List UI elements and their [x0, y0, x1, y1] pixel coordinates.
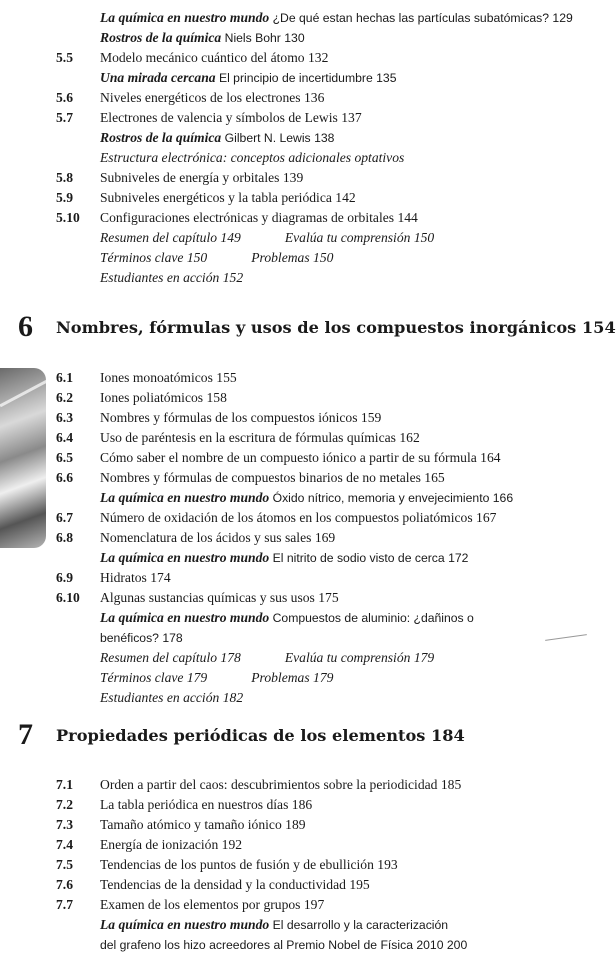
- entry-text: [100, 8, 573, 28]
- review-item: Resumen del capítulo 178: [100, 650, 241, 665]
- section-title: Energía de ionización: [100, 837, 222, 852]
- page-number: 162: [399, 430, 420, 445]
- entry-text: [100, 875, 370, 895]
- section-title: Niveles energéticos de los electrones: [100, 90, 304, 105]
- toc-entry: [0, 835, 600, 855]
- toc-entry: [0, 268, 600, 288]
- entry-text: [100, 88, 324, 108]
- page-number: 164: [480, 450, 501, 465]
- section-number: 5.6: [56, 90, 73, 105]
- toc-entry: [0, 128, 600, 148]
- toc-entry: [0, 168, 600, 188]
- entry-text: [100, 688, 243, 708]
- section-title: Nombres y fórmulas de compuestos binarios de no metales: [100, 470, 425, 485]
- toc-entry: [0, 875, 600, 895]
- page-number: 167: [476, 510, 497, 525]
- feature-label: Una mirada cercana: [100, 70, 216, 85]
- toc-entry: [0, 628, 600, 648]
- entry-text: [100, 815, 306, 835]
- chapter-title: [56, 724, 465, 748]
- toc-entry: [0, 775, 600, 795]
- toc-entry: [0, 508, 600, 528]
- page-number: 186: [291, 797, 313, 812]
- entry-text: [100, 168, 303, 188]
- section-title: Modelo mecánico cuántico del átomo: [100, 50, 308, 65]
- toc-entry: [0, 68, 600, 88]
- toc-entry: [0, 88, 600, 108]
- page-number: 200: [446, 938, 468, 952]
- toc-entry: [0, 448, 600, 468]
- section-number: 5.9: [56, 190, 73, 205]
- feature-label: La química en nuestro mundo: [100, 550, 270, 565]
- entry-text: [100, 208, 418, 228]
- entry-text: [100, 935, 467, 955]
- chapter-title-text: Propiedades periódicas de los elementos: [56, 726, 432, 745]
- review-item: Términos clave 150: [100, 250, 208, 265]
- toc-entry: [0, 915, 600, 935]
- feature-title: del grafeno los hizo acreedores al Premio Nobel de Física 2010: [100, 938, 444, 952]
- chapter-title: [56, 316, 616, 340]
- toc-entry: [0, 648, 600, 668]
- feature-title: Óxido nítrico, memoria y envejecimiento: [272, 491, 490, 505]
- review-item: Evalúa tu comprensión 179: [284, 650, 435, 665]
- toc-entry: [0, 488, 600, 508]
- feature-title: Niels Bohr: [224, 31, 281, 45]
- toc-entry: [0, 408, 600, 428]
- entry-text: [100, 508, 496, 528]
- section-title: Estudiantes en acción: [100, 690, 220, 705]
- feature-label: Rostros de la química: [100, 130, 222, 145]
- feature-label: La química en nuestro mundo: [100, 490, 270, 505]
- entry-text: [100, 608, 474, 628]
- feature-label: La química en nuestro mundo: [100, 10, 270, 25]
- page-number: 152: [222, 270, 244, 285]
- section-number: 7.3: [56, 817, 73, 832]
- review-item: Evalúa tu comprensión 150: [284, 230, 435, 245]
- page-number: 195: [349, 877, 370, 892]
- section-number: 6.2: [56, 390, 73, 405]
- toc-entry: [0, 368, 600, 388]
- toc-entry: [0, 608, 600, 628]
- section-number: 6.5: [56, 450, 73, 465]
- feature-title: El desarrollo y la caracterización: [272, 918, 449, 932]
- page-number: 130: [284, 31, 305, 45]
- feature-label: La química en nuestro mundo: [100, 610, 270, 625]
- entry-text: [100, 448, 501, 468]
- toc-entry: [0, 815, 600, 835]
- toc-entry: [0, 668, 600, 688]
- toc-entry: [0, 468, 600, 488]
- page-number: 197: [303, 897, 325, 912]
- page-number: 135: [376, 71, 397, 85]
- section-title: Nombres y fórmulas de los compuestos iónicos: [100, 410, 361, 425]
- page-number: 139: [282, 170, 304, 185]
- toc-entry: [0, 188, 600, 208]
- page-number: 185: [440, 777, 462, 792]
- review-item: Problemas 150: [251, 250, 334, 265]
- section-number: 6.7: [56, 510, 73, 525]
- entry-text: [100, 648, 434, 668]
- page-number: 182: [222, 690, 244, 705]
- page-number: 184: [431, 726, 465, 745]
- entry-text: [100, 795, 312, 815]
- section-title: Estudiantes en acción: [100, 270, 220, 285]
- section-title: La tabla periódica en nuestros días: [100, 797, 292, 812]
- feature-title: Gilbert N. Lewis: [224, 131, 311, 145]
- entry-text: [100, 568, 171, 588]
- page-number: 158: [206, 390, 227, 405]
- section-number: 6.6: [56, 470, 73, 485]
- page-number: 137: [341, 110, 362, 125]
- page-number: 193: [377, 857, 398, 872]
- feature-title: ¿De qué estan hechas las partículas subatómicas?: [272, 11, 550, 25]
- entry-text: [100, 548, 468, 568]
- entry-text: [100, 488, 513, 508]
- page-number: 189: [285, 817, 306, 832]
- section-number: 7.1: [56, 777, 73, 792]
- toc-entry: [0, 548, 600, 568]
- section-title: Examen de los elementos por grupos: [100, 897, 304, 912]
- entry-text: [100, 128, 334, 148]
- page-number: 178: [162, 631, 183, 645]
- section-title: Subniveles de energía y orbitales: [100, 170, 283, 185]
- page-number: 166: [492, 491, 514, 505]
- section-number: 7.6: [56, 877, 73, 892]
- entry-text: [100, 855, 398, 875]
- entry-text: [100, 68, 396, 88]
- entry-text: [100, 368, 237, 388]
- entry-text: [100, 228, 434, 248]
- section-title: Iones poliatómicos: [100, 390, 207, 405]
- chapter-number: 7: [18, 718, 33, 751]
- section-title: Electrones de valencia y símbolos de Lewis: [100, 110, 342, 125]
- toc-entry: [0, 208, 600, 228]
- entry-text: [100, 835, 242, 855]
- section-title: Tendencias de los puntos de fusión y de ebullición: [100, 857, 378, 872]
- entry-text: [100, 528, 335, 548]
- entry-text: [100, 248, 333, 268]
- section-number: 7.2: [56, 797, 73, 812]
- page-number: 192: [221, 837, 243, 852]
- page-number: 165: [424, 470, 445, 485]
- chapter-title-text: Nombres, fórmulas y usos de los compuestos inorgánicos: [56, 318, 582, 337]
- feature-title: El principio de incertidumbre: [218, 71, 373, 85]
- entry-text: [100, 188, 356, 208]
- review-item: Problemas 179: [251, 670, 334, 685]
- page-number: 175: [318, 590, 339, 605]
- section-title: Uso de paréntesis en la escritura de fórmulas químicas: [100, 430, 400, 445]
- entry-text: [100, 428, 420, 448]
- page-number: 132: [308, 50, 329, 65]
- section-number: 5.10: [56, 210, 80, 225]
- chapter-number: 6: [18, 310, 33, 343]
- toc-entry: [0, 855, 600, 875]
- review-item: Resumen del capítulo 149: [100, 230, 241, 245]
- feature-title: benéficos?: [100, 631, 159, 645]
- entry-text: [100, 148, 404, 168]
- toc-entry: [0, 895, 600, 915]
- section-title: Estructura electrónica: conceptos adicionales optativos: [100, 150, 405, 165]
- toc-entry: [0, 428, 600, 448]
- section-title: Subniveles energéticos y la tabla periódica: [100, 190, 336, 205]
- entry-text: [100, 628, 183, 648]
- entry-text: [100, 915, 448, 935]
- feature-label: La química en nuestro mundo: [100, 917, 270, 932]
- section-title: Hidratos: [100, 570, 151, 585]
- page-number: 136: [303, 90, 325, 105]
- toc-entry: [0, 148, 600, 168]
- entry-text: [100, 588, 339, 608]
- entry-text: [100, 108, 362, 128]
- section-title: Cómo saber el nombre de un compuesto iónico a partir de su fórmula: [100, 450, 481, 465]
- section-number: 5.8: [56, 170, 73, 185]
- toc-entry: [0, 108, 600, 128]
- section-number: 6.9: [56, 570, 73, 585]
- page-number: 174: [150, 570, 171, 585]
- entry-text: [100, 28, 305, 48]
- section-title: Número de oxidación de los átomos en los compuestos poliatómicos: [100, 510, 477, 525]
- toc-entry: [0, 388, 600, 408]
- section-number: 6.4: [56, 430, 73, 445]
- page-number: 142: [335, 190, 356, 205]
- feature-title: Compuestos de aluminio: ¿dañinos o: [272, 611, 474, 625]
- section-number: 5.7: [56, 110, 73, 125]
- toc-entry: [0, 8, 600, 28]
- toc-entry: [0, 568, 600, 588]
- toc-entry: [0, 935, 600, 955]
- entry-text: [100, 468, 445, 488]
- toc-entry: [0, 228, 600, 248]
- section-number: 6.10: [56, 590, 80, 605]
- toc-entry: [0, 48, 600, 68]
- toc-entry: [0, 528, 600, 548]
- entry-text: [100, 775, 461, 795]
- toc-entry: [0, 688, 600, 708]
- entry-text: [100, 48, 328, 68]
- entry-text: [100, 895, 324, 915]
- page-number: 144: [397, 210, 418, 225]
- section-title: Nomenclatura de los ácidos y sus sales: [100, 530, 315, 545]
- section-number: 7.7: [56, 897, 73, 912]
- toc-entry: [0, 795, 600, 815]
- section-title: Algunas sustancias químicas y sus usos: [100, 590, 319, 605]
- section-number: 6.1: [56, 370, 73, 385]
- page-number: 129: [552, 11, 573, 25]
- entry-text: [100, 268, 243, 288]
- entry-text: [100, 408, 381, 428]
- page-number: 169: [314, 530, 336, 545]
- page-number: 155: [216, 370, 237, 385]
- toc-entry: [0, 28, 600, 48]
- section-number: 5.5: [56, 50, 73, 65]
- review-item: Términos clave 179: [100, 670, 208, 685]
- section-title: Orden a partir del caos: descubrimientos sobre la periodicidad: [100, 777, 441, 792]
- section-title: Iones monoatómicos: [100, 370, 217, 385]
- section-title: Tendencias de la densidad y la conductividad: [100, 877, 350, 892]
- entry-text: [100, 388, 227, 408]
- section-number: 6.3: [56, 410, 73, 425]
- page-number: 138: [314, 131, 335, 145]
- toc-entry: [0, 588, 600, 608]
- toc-entry: [0, 248, 600, 268]
- section-number: 6.8: [56, 530, 73, 545]
- feature-label: Rostros de la química: [100, 30, 222, 45]
- page-number: 154: [581, 318, 616, 337]
- entry-text: [100, 668, 333, 688]
- section-number: 7.4: [56, 837, 73, 852]
- page-number: 172: [448, 551, 469, 565]
- feature-title: El nitrito de sodio visto de cerca: [272, 551, 445, 565]
- section-title: Configuraciones electrónicas y diagramas de orbitales: [100, 210, 398, 225]
- section-title: Tamaño atómico y tamaño iónico: [100, 817, 286, 832]
- section-number: 7.5: [56, 857, 73, 872]
- page-number: 159: [360, 410, 382, 425]
